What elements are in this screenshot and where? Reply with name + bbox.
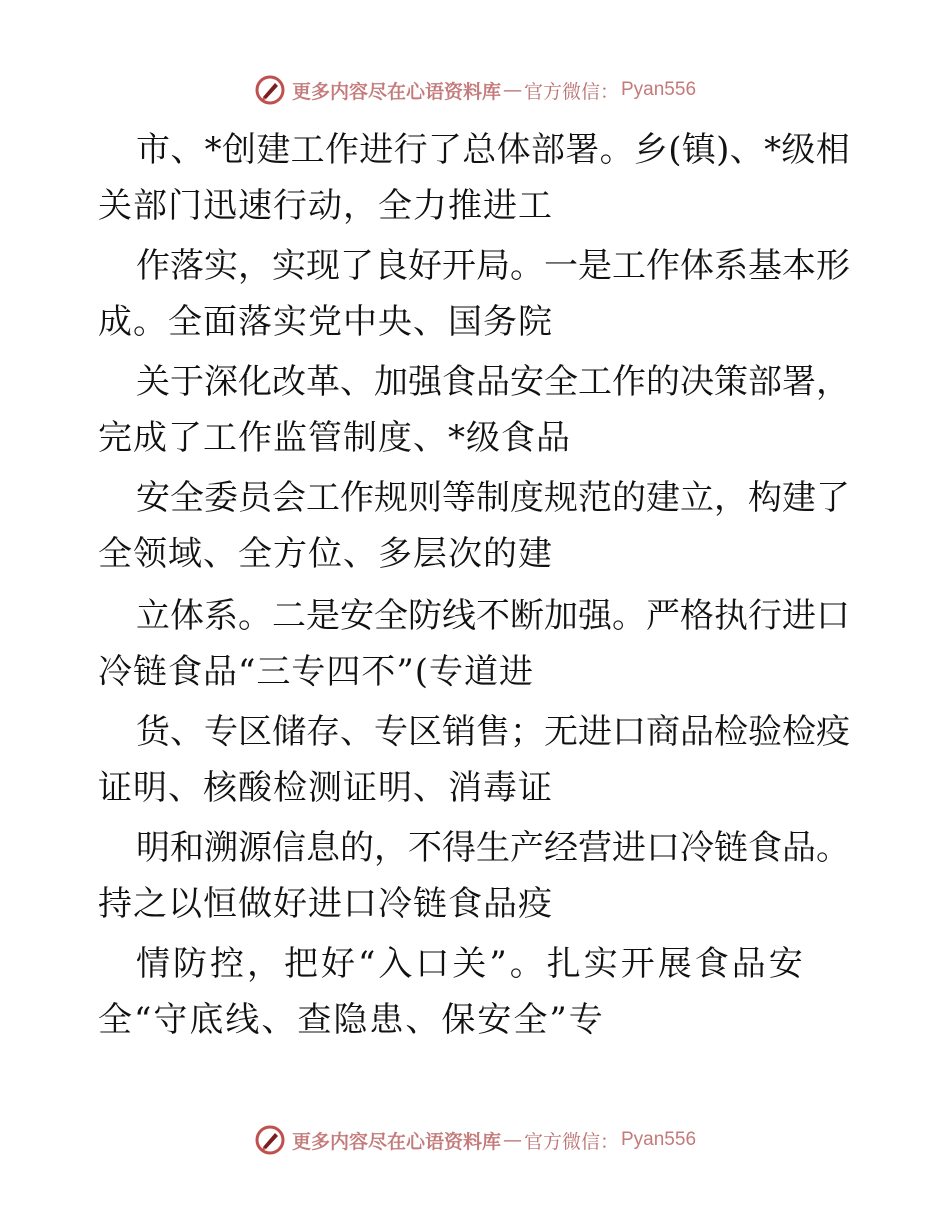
body-char: 售 <box>476 712 510 752</box>
body-char: 。 <box>612 596 646 636</box>
body-char: 署 <box>565 130 600 170</box>
body-char: 无 <box>544 712 578 752</box>
body-char: 落 <box>170 246 204 286</box>
body-char: 度 <box>510 478 544 518</box>
body-char: 制 <box>476 478 510 518</box>
body-char: 级 <box>781 130 816 170</box>
body-char: ， <box>238 246 272 286</box>
body-char: 、 <box>340 712 374 752</box>
body-char: 、 <box>170 712 204 752</box>
body-line <box>136 478 850 518</box>
body-line: 冷链食品“三专四不”(专道进 <box>98 652 535 692</box>
body-char: 相 <box>815 130 850 170</box>
body-line: 证明、核酸检测证明、消毒证 <box>98 768 553 808</box>
body-char: 员 <box>238 478 272 518</box>
body-char: 储 <box>272 712 306 752</box>
body-char: 加 <box>374 362 408 402</box>
body-line: 全“守底线、查隐患、保安全”专 <box>98 1000 605 1040</box>
body-char: 冷 <box>680 828 714 868</box>
body-char: 实 <box>204 246 238 286</box>
header-banner <box>0 72 950 108</box>
body-line <box>136 712 850 752</box>
body-char: 决 <box>680 362 714 402</box>
body-char: 。 <box>510 246 544 286</box>
body-char: 体 <box>680 246 714 286</box>
body-char: 体 <box>496 130 531 170</box>
body-char: 总 <box>462 130 497 170</box>
body-char: 深 <box>204 362 238 402</box>
body-char: 品 <box>680 712 714 752</box>
body-char: 立 <box>680 478 714 518</box>
body-char: 产 <box>510 828 544 868</box>
body-char: 溯 <box>204 828 238 868</box>
body-char: 、 <box>170 130 205 170</box>
body-char: 是 <box>306 596 340 636</box>
body-line: 关部门迅速行动，全力推进工 <box>98 186 553 226</box>
body-char: 链 <box>714 828 748 868</box>
body-char: 进 <box>578 712 612 752</box>
body-char: 口 <box>816 596 850 636</box>
body-char: 良 <box>374 246 408 286</box>
body-char: 开 <box>442 246 476 286</box>
body-char: 经 <box>544 828 578 868</box>
body-char: 、 <box>340 362 374 402</box>
body-char: 安 <box>340 596 374 636</box>
header-site-text: 更多内容尽在心语资料库 <box>291 80 501 103</box>
body-char: 署 <box>782 362 816 402</box>
body-char: 形 <box>816 246 850 286</box>
footer-site-text: 更多内容尽在心语资料库 <box>291 1130 501 1153</box>
body-char: 于 <box>170 362 204 402</box>
body-char: 作 <box>646 246 680 286</box>
body-char: 工 <box>306 478 340 518</box>
body-line: 成。全面落实党中央、国务院 <box>98 302 553 342</box>
body-char: 全 <box>544 362 578 402</box>
body-char: 建 <box>782 478 816 518</box>
body-char: 会 <box>272 478 306 518</box>
body-char: 区 <box>408 712 442 752</box>
body-char: 工 <box>290 130 325 170</box>
body-char: 严 <box>646 596 680 636</box>
body-char: 改 <box>272 362 306 402</box>
body-char: 食 <box>748 828 782 868</box>
body-char: 的 <box>612 478 646 518</box>
header-dash: — <box>502 79 522 101</box>
body-char: 本 <box>782 246 816 286</box>
body-char: 专 <box>204 712 238 752</box>
body-char: 专 <box>374 712 408 752</box>
body-char: 化 <box>238 362 272 402</box>
body-char: 二 <box>272 596 306 636</box>
body-char: 强 <box>408 362 442 402</box>
body-char: 工 <box>612 246 646 286</box>
body-char: 等 <box>442 478 476 518</box>
body-char: 、 <box>729 130 764 170</box>
body-char: 安 <box>510 362 544 402</box>
body-char: 线 <box>442 596 476 636</box>
body-char: ， <box>714 478 748 518</box>
body-char: 了 <box>340 246 374 286</box>
body-char: 食 <box>442 362 476 402</box>
body-char: 作 <box>324 130 359 170</box>
body-line: 全领域、全方位、多层次的建 <box>98 534 553 574</box>
body-char: * <box>764 130 782 170</box>
body-char: 乡 <box>633 130 668 170</box>
footer-wechat-label: 官方微信： <box>523 1130 619 1153</box>
body-char: 一 <box>544 246 578 286</box>
body-char: 镇 <box>681 130 716 170</box>
body-line <box>136 596 850 636</box>
body-char: 防 <box>408 596 442 636</box>
body-char: 检 <box>782 712 816 752</box>
body-char: 口 <box>612 712 646 752</box>
body-char: 立 <box>136 596 170 636</box>
body-char: 全 <box>374 596 408 636</box>
body-char: 商 <box>646 712 680 752</box>
body-char: 。 <box>599 130 634 170</box>
body-char: 品 <box>476 362 510 402</box>
footer-dash: — <box>502 1129 522 1151</box>
body-char: 安 <box>136 478 170 518</box>
body-char: 格 <box>680 596 714 636</box>
body-char: 作 <box>340 478 374 518</box>
body-char: 存 <box>306 712 340 752</box>
body-char: 加 <box>544 596 578 636</box>
body-char: 作 <box>612 362 646 402</box>
body-char: 的 <box>340 828 374 868</box>
body-char: 是 <box>578 246 612 286</box>
body-char: 构 <box>748 478 782 518</box>
body-char: 革 <box>306 362 340 402</box>
body-char: 体 <box>170 596 204 636</box>
body-char: 部 <box>748 362 782 402</box>
header-wechat-label: 官方微信： <box>523 80 619 103</box>
body-char: 建 <box>646 478 680 518</box>
body-char: 息 <box>306 828 340 868</box>
body-char: 明 <box>136 828 170 868</box>
body-char: 创 <box>221 130 256 170</box>
body-char: 信 <box>272 828 306 868</box>
body-char: 部 <box>530 130 565 170</box>
body-char: 基 <box>748 246 782 286</box>
body-line: 持之以恒做好进口冷链食品疫 <box>98 884 553 924</box>
body-char: 执 <box>714 596 748 636</box>
footer-wechat-id: Pyan556 <box>621 1129 697 1150</box>
body-char: 货 <box>136 712 170 752</box>
body-char: 生 <box>476 828 510 868</box>
body-char: 了 <box>427 130 462 170</box>
body-char: 进 <box>359 130 394 170</box>
body-char: 好 <box>408 246 442 286</box>
body-char: 系 <box>714 246 748 286</box>
body-char: 行 <box>748 596 782 636</box>
body-char: 了 <box>816 478 850 518</box>
body-char: 营 <box>578 828 612 868</box>
body-line <box>136 828 850 868</box>
body-char: 委 <box>204 478 238 518</box>
pen-logo-icon <box>254 1124 286 1156</box>
body-char: 强 <box>578 596 612 636</box>
body-char: 全 <box>170 478 204 518</box>
footer-banner <box>0 1122 950 1158</box>
body-char: 则 <box>408 478 442 518</box>
body-char: ； <box>510 712 544 752</box>
body-char: 。 <box>238 596 272 636</box>
body-char: ) <box>716 130 730 170</box>
body-char: 策 <box>714 362 748 402</box>
body-char: 源 <box>238 828 272 868</box>
body-char: 工 <box>578 362 612 402</box>
body-char: 检 <box>714 712 748 752</box>
body-char: 局 <box>476 246 510 286</box>
body-char: 关 <box>136 362 170 402</box>
body-char: ， <box>374 828 408 868</box>
body-char: 规 <box>544 478 578 518</box>
body-char: 规 <box>374 478 408 518</box>
body-char: 品 <box>782 828 816 868</box>
body-line <box>136 130 850 170</box>
body-char: 进 <box>612 828 646 868</box>
body-line <box>136 362 850 402</box>
body-line: 情防控，把好“入口关”。扎实开展食品安 <box>136 944 806 984</box>
body-char: 。 <box>816 828 850 868</box>
body-char: 现 <box>306 246 340 286</box>
body-char: 不 <box>408 828 442 868</box>
body-char: * <box>204 130 222 170</box>
body-char: 市 <box>136 130 170 170</box>
body-line: 完成了工作监管制度、*级食品 <box>98 418 571 458</box>
body-line <box>136 246 850 286</box>
body-char: 和 <box>170 828 204 868</box>
body-char: 得 <box>442 828 476 868</box>
body-char: 建 <box>256 130 291 170</box>
header-wechat-id: Pyan556 <box>621 79 697 100</box>
pen-logo-icon <box>254 74 286 106</box>
body-char: 不 <box>476 596 510 636</box>
body-char: 系 <box>204 596 238 636</box>
body-char: 进 <box>782 596 816 636</box>
body-char: 疫 <box>816 712 850 752</box>
body-char: 范 <box>578 478 612 518</box>
body-char: 口 <box>646 828 680 868</box>
body-char: ( <box>668 130 682 170</box>
body-char: 行 <box>393 130 428 170</box>
body-char: 断 <box>510 596 544 636</box>
body-char: 的 <box>646 362 680 402</box>
body-char: 区 <box>238 712 272 752</box>
body-char: 实 <box>272 246 306 286</box>
body-char: 作 <box>136 246 170 286</box>
body-char: 验 <box>748 712 782 752</box>
body-char: 销 <box>442 712 476 752</box>
body-char: ， <box>816 362 850 402</box>
